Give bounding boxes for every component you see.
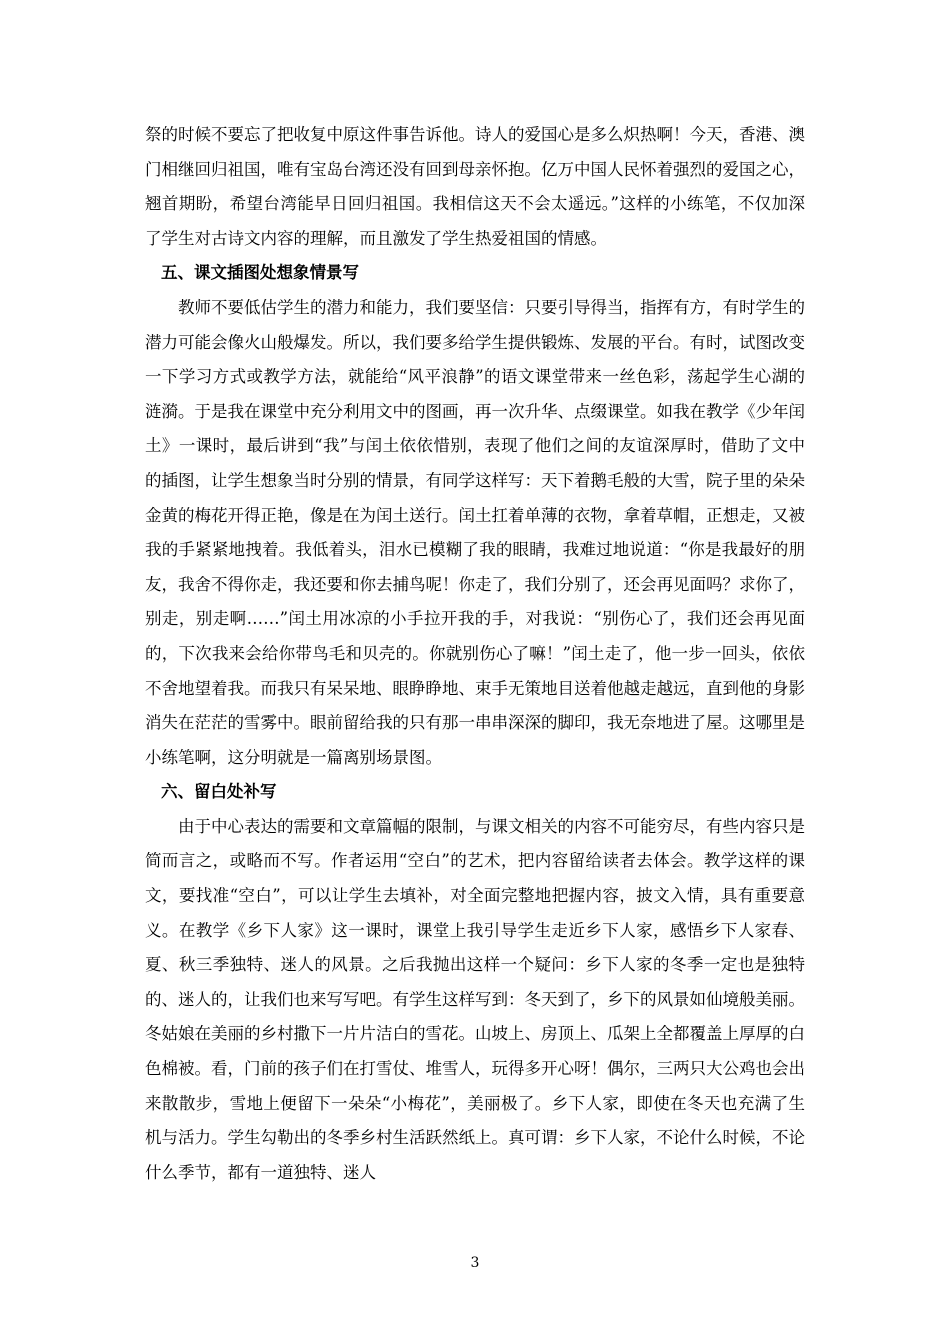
paragraph-2: 教师不要低估学生的潜力和能力，我们要坚信：只要引导得当，指挥有方，有时学生的潜力可能会像火山般爆发。所以，我们要多给学生提供锻炼、发展的平台。有时，试图改变一下学习方式或教学方法，就能给“风平浪静”的语文课堂带来一丝色彩，荡起学生心湖的涟漪。于是我在课堂中充分利用文中的图画，再一次升华、点缀课堂。如我在教学《少年闰土》一课时，最后讲到“我”与闰土依依惜别，表现了他们之间的友谊深厚时，借助了文中的插图，让学生想象当时分别的情景，有同学这样写：天下着鹅毛般的大雪，院子里的朵朵金黄的梅花开得正艳，像是在为闰土送行。闰土扛着单薄的衣物，拿着草帽，正想走，又被我的手紧紧地拽着。我低着头，泪水已模糊了我的眼睛，我难过地说道：“你是我最好的朋友，我舍不得你走，我还要和你去捕鸟呢！你走了，我们分别了，还会再见面吗？求你了，别走，别走啊……”闰土用冰凉的小手拉开我的手，对我说：“别伤心了，我们还会再见面的，下次我来会给你带鸟毛和贝壳的。你就别伤心了嘛！”闰土走了，他一步一回头，依依不舍地望着我。而我只有呆呆地、眼睁睁地、束手无策地目送着他越走越远，直到他的身影消失在茫茫的雪雾中。眼前留给我的只有那一串串深深的脚印，我无奈地进了屋。这哪里是小练笔啊，这分明就是一篇离别场景图。 [145, 297, 805, 767]
paragraph-3: 由于中心表达的需要和文章篇幅的限制，与课文相关的内容不可能穷尽，有些内容只是简而言之，或略而不写。作者运用“空白”的艺术，把内容留给读者去体会。教学这样的课文，要找准“空白”，可以让学生去填补，对全面完整地把握内容，披文入情，具有重要意义。在教学《乡下人家》这一课时，课堂上我引导学生走近乡下人家，感悟乡下人家春、夏、秋三季独特、迷人的风景。之后我抛出这样一个疑问：乡下人家的冬季一定也是独特的、迷人的，让我们也来写写吧。有学生这样写到：冬天到了，乡下的风景如仙境般美丽。冬姑娘在美丽的乡村撒下一片片洁白的雪花。山坡上、房顶上、瓜架上全都覆盖上厚厚的白色棉被。看，门前的孩子们在打雪仗、堆雪人，玩得多开心呀！偶尔，三两只大公鸡也会出来散散步，雪地上便留下一朵朵“小梅花”，美丽极了。乡下人家，即使在冬天也充满了生机与活力。学生勾勒出的冬季乡村生活跃然纸上。真可谓：乡下人家，不论什么时候，不论什么季节，都有一道独特、迷人 [145, 816, 805, 1182]
page-number: 3 [470, 1255, 480, 1271]
document-body [145, 118, 805, 1190]
paragraph-1: 祭的时候不要忘了把收复中原这件事告诉他。诗人的爱国心是多么炽热啊！今天，香港、澳门相继回归祖国，唯有宝岛台湾还没有回到母亲怀抱。亿万中国人民怀着强烈的爱国之心，翘首期盼，希望台湾能早日回归祖国。我相信这天不会太遥远。”这样的小练笔，不仅加深了学生对古诗文内容的理解，而且激发了学生热爱祖国的情感。 [145, 125, 805, 248]
section-heading-5: 五、课文插图处想象情景写 [161, 263, 359, 283]
section-heading-6: 六、留白处补写 [161, 782, 277, 802]
